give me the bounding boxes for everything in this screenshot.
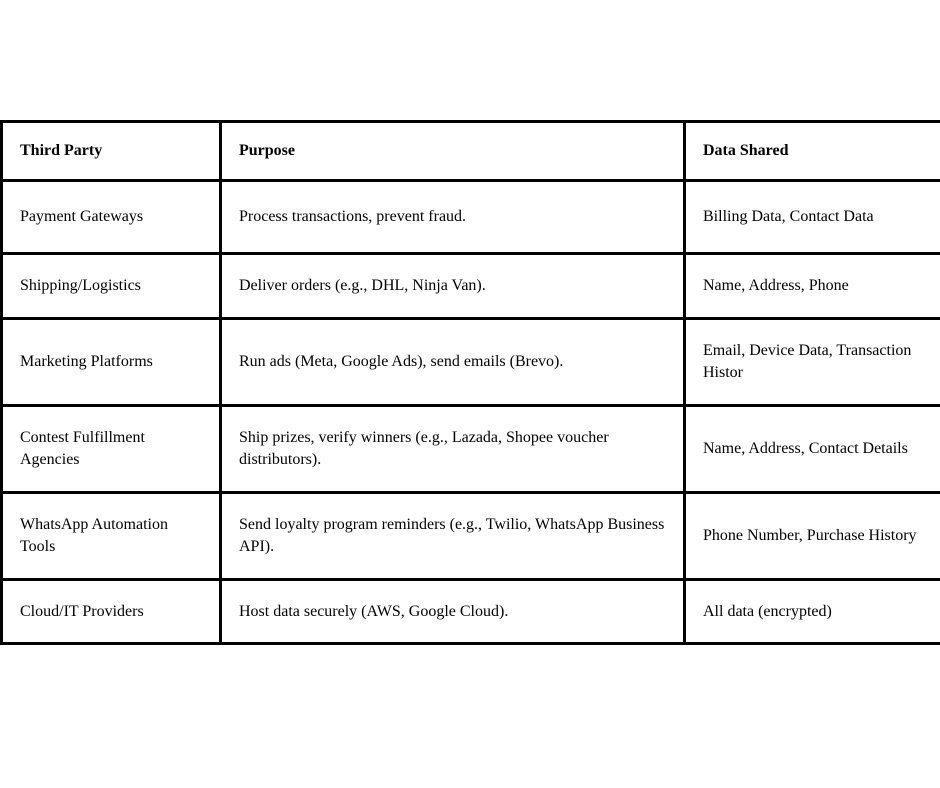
cell-purpose: Run ads (Meta, Google Ads), send emails (Brevo). <box>221 319 685 406</box>
cell-purpose: Ship prizes, verify winners (e.g., Lazada, Shopee voucher distributors). <box>221 406 685 493</box>
table-row <box>2 580 940 644</box>
cell-purpose: Process transactions, prevent fraud. <box>221 181 685 254</box>
table-header-row <box>2 122 940 181</box>
table-row <box>2 493 940 580</box>
third-party-table-container <box>0 120 940 645</box>
third-party-table <box>0 120 940 645</box>
header-purpose: Purpose <box>221 122 685 181</box>
header-data-shared: Data Shared <box>685 122 940 181</box>
cell-third-party: Contest Fulfillment Agencies <box>2 406 221 493</box>
cell-third-party: Shipping/Logistics <box>2 254 221 319</box>
table-row <box>2 181 940 254</box>
cell-data-shared: Billing Data, Contact Data <box>685 181 940 254</box>
cell-third-party: Cloud/IT Providers <box>2 580 221 644</box>
cell-purpose: Send loyalty program reminders (e.g., Twilio, WhatsApp Business API). <box>221 493 685 580</box>
cell-purpose: Host data securely (AWS, Google Cloud). <box>221 580 685 644</box>
table-row <box>2 254 940 319</box>
table-row <box>2 406 940 493</box>
cell-data-shared: Email, Device Data, Transaction Histor <box>685 319 940 406</box>
cell-third-party: WhatsApp Automation Tools <box>2 493 221 580</box>
table-row <box>2 319 940 406</box>
cell-purpose: Deliver orders (e.g., DHL, Ninja Van). <box>221 254 685 319</box>
cell-data-shared: Name, Address, Phone <box>685 254 940 319</box>
cell-third-party: Payment Gateways <box>2 181 221 254</box>
cell-third-party: Marketing Platforms <box>2 319 221 406</box>
cell-data-shared: Name, Address, Contact Details <box>685 406 940 493</box>
header-third-party: Third Party <box>2 122 221 181</box>
cell-data-shared: Phone Number, Purchase History <box>685 493 940 580</box>
cell-data-shared: All data (encrypted) <box>685 580 940 644</box>
